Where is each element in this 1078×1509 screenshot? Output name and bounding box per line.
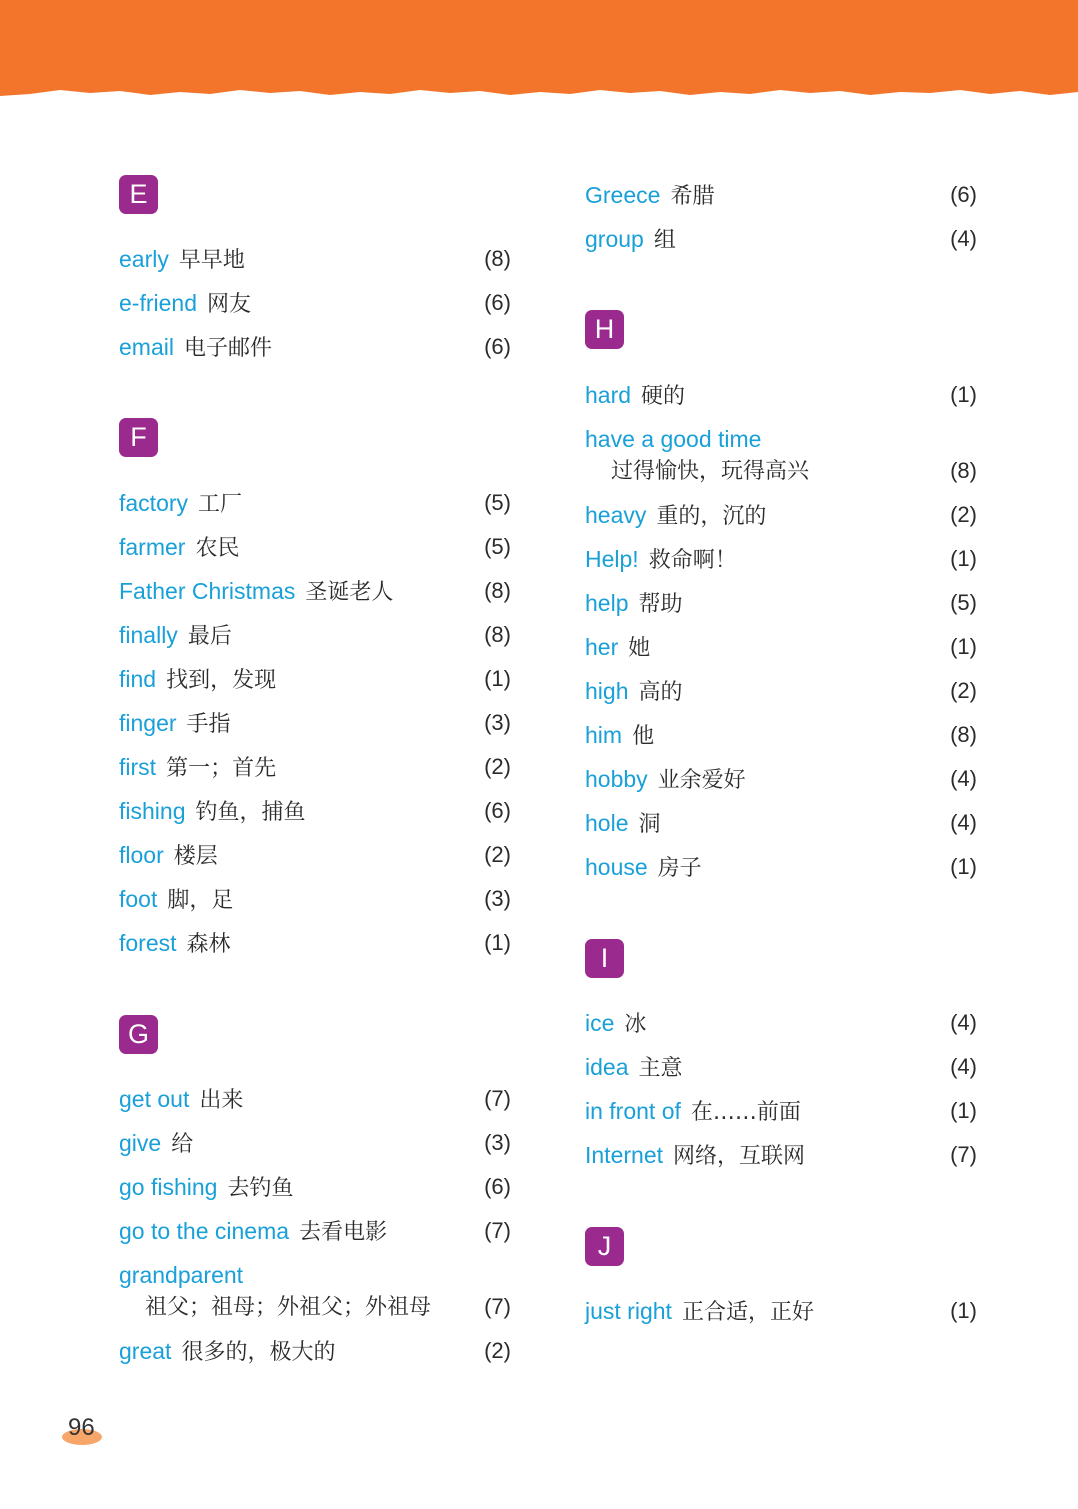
entry-chinese: 祖父；祖母；外祖父；外祖母 [145,1295,432,1320]
entry-english: finally [119,622,178,648]
entry-english: him [585,722,623,748]
entry-unit: (5) [950,590,977,615]
entry-hole [585,806,977,840]
entry-heavy [585,498,977,532]
entry-chinese: 主意 [638,1056,683,1081]
entry-chinese: 网络，互联网 [673,1144,806,1169]
entry-chinese: 过得愉快，玩得高兴 [611,459,810,484]
entry-unit: (1) [950,1298,977,1323]
section-letter-g: G [119,1015,158,1054]
entry-unit: (4) [950,766,977,791]
entry-unit: (1) [950,634,977,659]
entry-unit: (2) [950,502,977,527]
entry-e-friend [119,286,511,320]
entry-unit: (8) [950,722,977,747]
entry-unit: (6) [484,334,511,359]
section-letter-i: I [585,939,624,978]
entry-english: farmer [119,534,186,560]
entry-chinese: 房子 [657,856,702,881]
entry-chinese: 希腊 [670,184,715,209]
entry-unit: (3) [484,1130,511,1155]
entry-chinese: 很多的，极大的 [181,1340,336,1365]
entry-floor [119,838,511,872]
entry-english: factory [119,490,189,516]
entry-hobby [585,762,977,796]
entry-english: foot [119,886,158,912]
header-band [0,0,1078,102]
entry-english: forest [119,930,177,956]
entry-english: grandparent [119,1262,244,1288]
entry-chinese: 去看电影 [299,1220,388,1245]
entry-chinese: 帮助 [638,592,683,617]
entry-english: e-friend [119,290,197,316]
entry-chinese: 楼层 [173,844,218,869]
entry-foot [119,882,511,916]
page-number: 96 [68,1414,95,1441]
entry-ice [585,1006,977,1040]
entry-factory [119,486,511,520]
entry-chinese: 森林 [186,932,231,957]
entry-chinese: 最后 [187,624,232,649]
entry-english: in front of [585,1098,681,1124]
entry-english: hole [585,810,629,836]
entry-unit: (6) [950,182,977,207]
entry-chinese: 手指 [186,712,231,737]
entry-english: early [119,246,169,272]
entry-get-out [119,1082,511,1116]
entry-unit: (4) [950,226,977,251]
entry-unit: (7) [484,1218,511,1243]
entry-unit: (7) [484,1086,511,1111]
header-band-shape [0,0,1078,96]
entry-english: give [119,1130,162,1156]
entry-chinese: 圣诞老人 [305,580,394,605]
entry-english: idea [585,1054,629,1080]
entry-english: heavy [585,502,647,528]
entry-chinese: 网友 [206,292,251,317]
section-letter-h: H [585,310,624,349]
entry-english: Father Christmas [119,578,296,604]
entry-english: house [585,854,648,880]
entry-unit: (6) [484,290,511,315]
entry-unit: (6) [484,798,511,823]
entry-grandparent [119,1258,511,1292]
entry-chinese: 组 [653,228,676,253]
entry-her [585,630,977,664]
entry-english: find [119,666,157,692]
entry-unit: (1) [950,1098,977,1123]
entry-unit: (4) [950,1054,977,1079]
entry-unit: (1) [484,666,511,691]
entry-english: have a good time [585,426,762,452]
entry-english: hobby [585,766,648,792]
entry-chinese: 正合适，正好 [681,1300,814,1325]
entry-english: high [585,678,629,704]
entry-unit: (4) [950,810,977,835]
entry-unit: (1) [950,382,977,407]
entry-chinese: 在……前面 [690,1100,801,1125]
entry-chinese: 给 [171,1132,194,1157]
entry-just-right [585,1294,977,1328]
entry-him [585,718,977,752]
entry-english: Greece [585,182,661,208]
entry-chinese: 冰 [624,1012,647,1037]
entry-greece [585,178,977,212]
entry-help [585,586,977,620]
entry-unit: (6) [484,1174,511,1199]
entry-first [119,750,511,784]
entry-unit: (2) [484,1338,511,1363]
entry-internet [585,1138,977,1172]
entry-english: first [119,754,157,780]
entry-finger [119,706,511,740]
entry-unit: (2) [484,754,511,779]
entry-have-a-good-time [585,422,977,456]
entry-in-front-of [585,1094,977,1128]
entry-chinese: 救命啊！ [648,548,737,573]
entry-chinese: 出来 [199,1088,244,1113]
entry-hard [585,378,977,412]
entry-father-christmas [119,574,511,608]
entry-chinese: 他 [632,724,655,749]
entry-chinese: 农民 [195,536,240,561]
section-letter-f: F [119,418,158,457]
entry-group [585,222,977,256]
entry-unit: (5) [484,490,511,515]
entry-email [119,330,511,364]
entry-chinese: 脚，足 [167,888,234,913]
entry-house [585,850,977,884]
entry-english: email [119,334,174,360]
section-letter-j: J [585,1227,624,1266]
entry-farmer [119,530,511,564]
entry-find [119,662,511,696]
entry-chinese: 洞 [638,812,661,837]
entry-chinese: 去钓鱼 [227,1176,294,1201]
entry-unit: (1) [484,930,511,955]
entry-finally [119,618,511,652]
entry-english: ice [585,1010,615,1036]
entry-english: go to the cinema [119,1218,290,1244]
entry-english: fishing [119,798,186,824]
entry-english: her [585,634,619,660]
entry-grandparent-meaning [119,1290,511,1324]
entry-help-exclaim [585,542,977,576]
entry-chinese: 找到，发现 [166,668,277,693]
entry-go-fishing [119,1170,511,1204]
entry-english: finger [119,710,177,736]
entry-forest [119,926,511,960]
entry-unit: (8) [484,622,511,647]
entry-chinese: 第一；首先 [166,756,277,781]
entry-chinese: 她 [628,636,651,661]
entry-chinese: 高的 [638,680,683,705]
entry-chinese: 业余爱好 [657,768,746,793]
entry-early [119,242,511,276]
entry-unit: (4) [950,1010,977,1035]
entry-english: get out [119,1086,190,1112]
entry-chinese: 硬的 [641,384,686,409]
entry-chinese: 工厂 [198,492,243,517]
entry-unit: (3) [484,886,511,911]
entry-chinese: 重的，沉的 [656,504,767,529]
entry-english: hard [585,382,632,408]
entry-high [585,674,977,708]
entry-idea [585,1050,977,1084]
entry-unit: (8) [484,246,511,271]
entry-unit: (7) [950,1142,977,1167]
entry-english: Internet [585,1142,663,1168]
entry-unit: (2) [950,678,977,703]
entry-give [119,1126,511,1160]
entry-fishing [119,794,511,828]
entry-have-a-good-time-meaning [585,454,977,488]
entry-english: go fishing [119,1174,218,1200]
entry-chinese: 钓鱼，捕鱼 [195,800,306,825]
entry-english: help [585,590,629,616]
entry-english: Help! [585,546,639,572]
entry-unit: (7) [484,1294,511,1319]
entry-english: group [585,226,644,252]
entry-english: floor [119,842,164,868]
section-letter-e: E [119,175,158,214]
entry-english: just right [585,1298,672,1324]
entry-great [119,1334,511,1368]
entry-chinese: 早早地 [178,248,245,273]
entry-unit: (8) [484,578,511,603]
entry-unit: (8) [950,458,977,483]
entry-chinese: 电子邮件 [183,336,272,361]
entry-go-to-the-cinema [119,1214,511,1248]
entry-unit: (5) [484,534,511,559]
entry-unit: (2) [484,842,511,867]
entry-unit: (1) [950,546,977,571]
entry-unit: (1) [950,854,977,879]
entry-unit: (3) [484,710,511,735]
entry-english: great [119,1338,172,1364]
